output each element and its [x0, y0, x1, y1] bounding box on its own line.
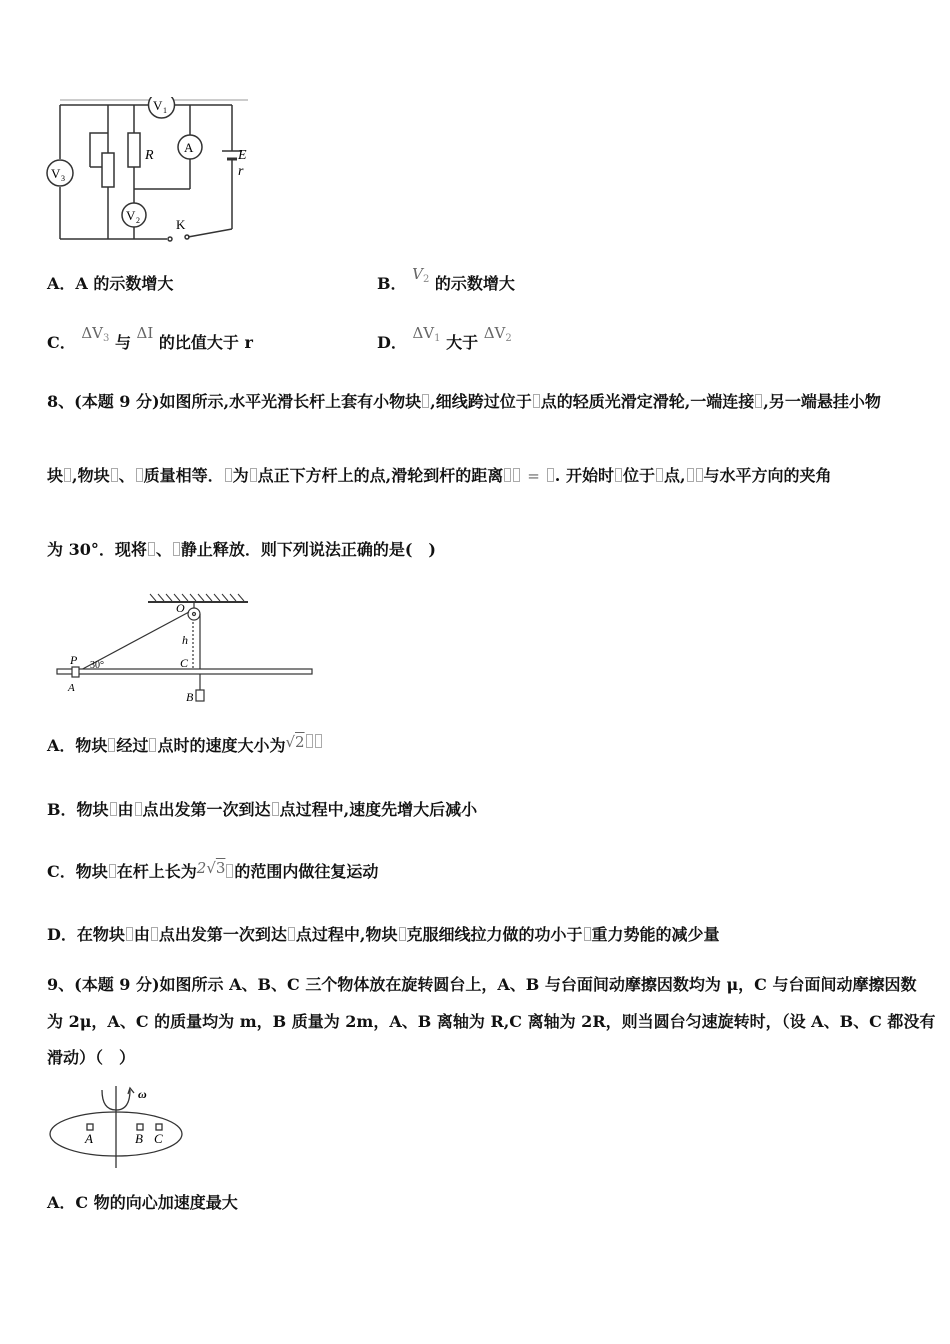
q9-stem-line-2: 为 2μ，A、C 的质量均为 m，B 质量为 2m，A、B 离轴为 R,C 离轴为 2R，则当圆台匀速旋转时，（设 A、B、C 都没有: [47, 1012, 936, 1031]
text: 由: [117, 800, 134, 819]
text: 点过程中,速度先增大后减小: [279, 800, 478, 819]
missing-glyph: [110, 802, 117, 816]
svg-text:V: V: [126, 208, 136, 223]
missing-glyph: [504, 468, 511, 482]
q7-option-d: [377, 324, 512, 359]
text: 位于: [622, 466, 655, 485]
delta-v1-symbol: [412, 324, 440, 342]
missing-glyph: [226, 864, 233, 878]
two-root-three-expression: 2√3: [196, 859, 226, 877]
missing-glyph: [225, 468, 232, 482]
missing-glyph: [399, 927, 406, 941]
radicand: 3: [215, 859, 226, 877]
equals-sign: =: [527, 467, 540, 485]
text: 静止释放．则下列说法正确的是( ): [180, 540, 437, 559]
q8-option-d: [47, 925, 720, 945]
missing-glyph: [656, 468, 663, 482]
text: 克服细线拉力做的功小于: [406, 925, 583, 944]
internal-resistance-label: r: [238, 164, 244, 179]
v-subscript: 3: [103, 333, 110, 344]
missing-glyph: [315, 734, 322, 748]
text: ,物块: [72, 466, 110, 485]
text: . 开始时: [554, 466, 614, 485]
q8-option-a: [47, 733, 323, 756]
missing-glyph: [108, 738, 115, 752]
missing-glyph: [111, 468, 118, 482]
missing-glyph: [422, 394, 429, 408]
q7-option-b: [377, 265, 515, 300]
coefficient: 2: [196, 859, 207, 877]
missing-glyph: [288, 927, 295, 941]
text: C．物块: [47, 862, 108, 881]
missing-glyph: [533, 394, 540, 408]
delta-i-symbol: ΔI: [136, 324, 154, 342]
v-letter: V: [412, 265, 423, 283]
q8-option-b: [47, 800, 477, 820]
text: D．在物块: [47, 925, 125, 944]
text: 点出发第一次到达: [158, 925, 287, 944]
q8-stem-line-2: [47, 466, 832, 486]
text: 、: [118, 466, 135, 485]
label-b: B: [186, 690, 194, 704]
text: 块: [47, 466, 64, 485]
missing-glyph: [513, 468, 520, 482]
switch-label: K: [176, 217, 186, 232]
svg-text:V: V: [51, 166, 61, 181]
missing-glyph: [148, 542, 155, 556]
q7-option-a: A．A 的示数增大: [47, 274, 174, 293]
v-subscript: 2: [422, 274, 430, 285]
missing-glyph: [547, 468, 554, 482]
option-d-mid: 大于: [446, 333, 479, 352]
svg-text:2: 2: [136, 216, 140, 225]
missing-glyph: [696, 468, 703, 482]
q8-option-c: [47, 859, 379, 882]
missing-glyph: [755, 394, 762, 408]
label-angle: 30°: [90, 660, 104, 671]
missing-glyph: [306, 734, 313, 748]
text: 点时的速度大小为: [157, 736, 286, 755]
option-d-label: D．: [377, 333, 407, 352]
text: 、: [155, 540, 172, 559]
text: 为 30°．现将: [47, 540, 147, 559]
label-b: B: [135, 1131, 143, 1146]
text: 在杆上长为: [116, 862, 197, 881]
q9-option-a: A．C 物的向心加速度最大: [47, 1193, 238, 1212]
text: 的范围内做往复运动: [234, 862, 379, 881]
text: 为: [232, 466, 249, 485]
text: 8、(本题 9 分)如图所示,水平光滑长杆上套有小物块: [47, 392, 422, 411]
q8-stem-line-3: [47, 540, 436, 560]
option-c-text: 的比值大于 r: [158, 333, 253, 352]
radicand-number: 2: [295, 733, 305, 751]
label-p: P: [70, 653, 78, 667]
delta-v2-symbol: [484, 324, 512, 342]
label-a: A: [68, 682, 75, 694]
omega-label: ω: [138, 1087, 147, 1101]
text: 点的轻质光滑定滑轮,一端连接: [540, 392, 755, 411]
option-c-label: C．: [47, 333, 76, 352]
text: ,细线跨过位于: [430, 392, 532, 411]
label-c: C: [154, 1131, 163, 1146]
q9-stem-line-3: 滑动）（ ）: [47, 1048, 136, 1067]
delta-v-text: ΔV: [412, 324, 435, 342]
delta-v3-symbol: [81, 324, 109, 342]
text: 与水平方向的夹角: [703, 466, 832, 485]
turntable-diagram: [44, 1080, 188, 1172]
missing-glyph: [136, 468, 143, 482]
label-o: O: [176, 601, 185, 615]
svg-text:1: 1: [163, 106, 167, 115]
svg-text:3: 3: [61, 174, 65, 183]
missing-glyph: [584, 927, 591, 941]
text: 点,: [663, 466, 686, 485]
option-b-label: B．: [377, 274, 407, 293]
q8-stem-line-1: [47, 392, 881, 412]
option-b-text: 的示数增大: [434, 274, 515, 293]
text: 经过: [116, 736, 149, 755]
svg-text:V: V: [153, 98, 163, 113]
text: 点正下方杆上的点,滑轮到杆的距离: [257, 466, 504, 485]
text: B．物块: [47, 800, 109, 819]
text: 质量相等．: [143, 466, 224, 485]
missing-glyph: [135, 802, 142, 816]
missing-glyph: [151, 927, 158, 941]
v2-symbol: [412, 265, 429, 283]
emf-label: E: [238, 148, 247, 163]
missing-glyph: [615, 468, 622, 482]
text: 点过程中,物块: [295, 925, 398, 944]
missing-glyph: [173, 542, 180, 556]
option-c-mid: 与: [114, 333, 131, 352]
missing-glyph: [109, 864, 116, 878]
missing-glyph: [149, 738, 156, 752]
text: 重力势能的减少量: [591, 925, 720, 944]
missing-glyph: [250, 468, 257, 482]
resistor-label: R: [145, 148, 154, 163]
text: A．物块: [47, 736, 108, 755]
delta-v-text: ΔV: [81, 324, 103, 342]
label-a: A: [85, 1131, 93, 1146]
delta-v-text: ΔV: [483, 324, 506, 342]
ammeter-label: A: [184, 140, 194, 155]
v-subscript: 1: [434, 333, 441, 344]
sqrt-radicand: [295, 733, 323, 751]
missing-glyph: [272, 802, 279, 816]
label-h: h: [182, 633, 188, 647]
sqrt-expression: √2: [285, 733, 322, 751]
missing-glyph: [687, 468, 694, 482]
q9-stem-line-1: 9、(本题 9 分)如图所示 A、B、C 三个物体放在旋转圆台上，A、B 与台面间动摩擦因数均为 μ，C 与台面间动摩擦因数: [47, 975, 917, 994]
text: ,另一端悬挂小物: [763, 392, 881, 411]
v-subscript: 2: [505, 333, 512, 344]
circuit-diagram: [42, 97, 256, 247]
label-c: C: [180, 656, 189, 670]
q7-option-c: [47, 324, 253, 359]
pulley-diagram: [52, 590, 318, 708]
text: 点出发第一次到达: [142, 800, 271, 819]
text: 由: [133, 925, 150, 944]
missing-glyph: [64, 468, 71, 482]
missing-glyph: [126, 927, 133, 941]
